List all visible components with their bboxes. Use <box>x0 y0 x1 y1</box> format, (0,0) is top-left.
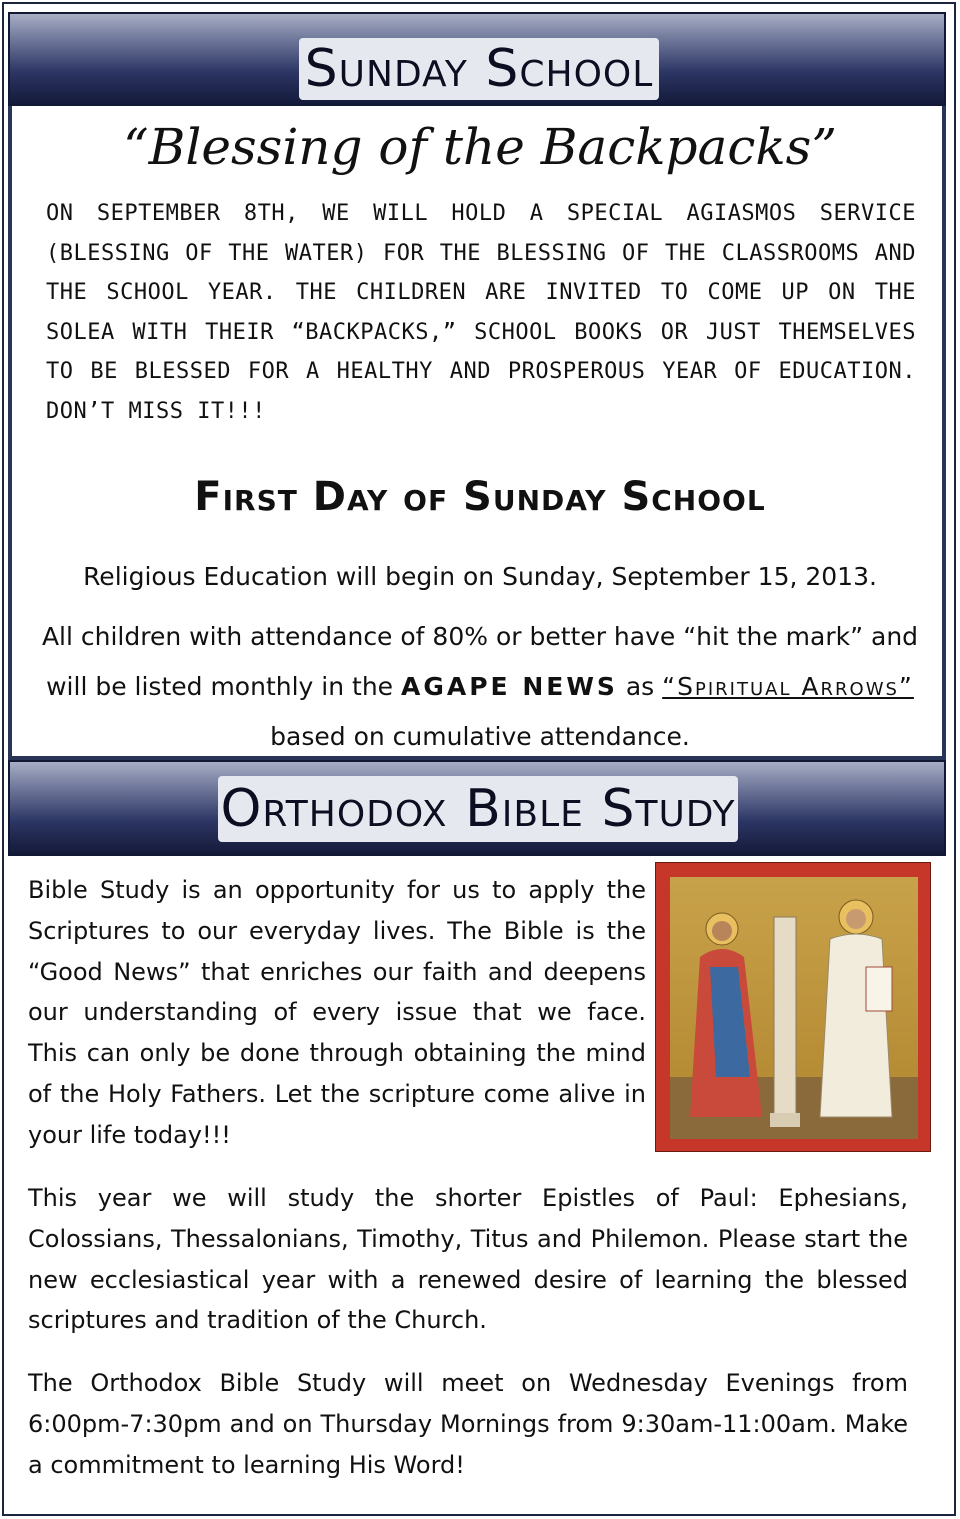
attendance-text <box>40 612 920 762</box>
spiritual-arrows-name: “Spiritual Arrows” <box>662 672 914 701</box>
saints-icon-image <box>655 862 931 1152</box>
attendance-text-b: as <box>625 672 655 701</box>
bible-study-banner <box>8 760 946 856</box>
schedule-paragraph: The Orthodox Bible Study will meet on Wednesday Evenings from 6:00pm-7:30pm and on Thursday Mornings from 9:30am-11:00am. Make a commitment to learning His Word! <box>28 1369 908 1479</box>
epistles-paragraph: This year we will study the shorter Epistles of Paul: Ephesians, Colossians, Thessalonians, Timothy, Titus and Philemon. Please start the new ecclesiastical year with a renewed desire of learning the blessed scriptures and tradition of the Church. <box>28 1184 908 1335</box>
attendance-text-a: All children with attendance of 80% or better have “hit the mark” and will be listed monthly in the <box>41 622 919 701</box>
blessing-description: ON SEPTEMBER 8TH, WE WILL HOLD A SPECIAL AGIASMOS SERVICE (BLESSING OF THE WATER) FOR THE BLESSING OF THE CLASSROOMS AND THE SCHOOL YEAR. THE CHILDREN ARE INVITED TO COME UP ON THE SOLEA WITH THEIR “BACKPACKS,” SCHOOL BOOKS OR JUST THEMSELVES TO BE BLESSED FOR A HEALTHY AND PROSPEROUS YEAR OF EDUCATION. DON’T MISS IT!!! <box>46 201 916 424</box>
attendance-text-c: based on cumulative attendance. <box>270 722 690 751</box>
blessing-headline: “Blessing of the Backpacks” <box>123 118 837 176</box>
bible-study-title: Orthodox Bible Study <box>218 776 738 842</box>
first-day-heading: First Day of Sunday School <box>194 474 766 520</box>
icon-figures <box>670 877 918 1139</box>
begin-date-text: Religious Education will begin on Sunday, September 15, 2013. <box>83 562 877 591</box>
sunday-school-banner <box>8 12 946 106</box>
agape-news-name: AGAPE NEWS <box>401 672 618 701</box>
icon-painting <box>670 877 918 1139</box>
sunday-school-title: Sunday School <box>299 38 659 100</box>
bible-study-intro: Bible Study is an opportunity for us to apply the Scriptures to our everyday lives. The Bible is the “Good News” that enriches our faith and deepens our understanding of every issue that we face. This can only be done through obtaining the mind of the Holy Fathers. Let the scripture come alive in your life today!!! <box>28 876 646 1149</box>
